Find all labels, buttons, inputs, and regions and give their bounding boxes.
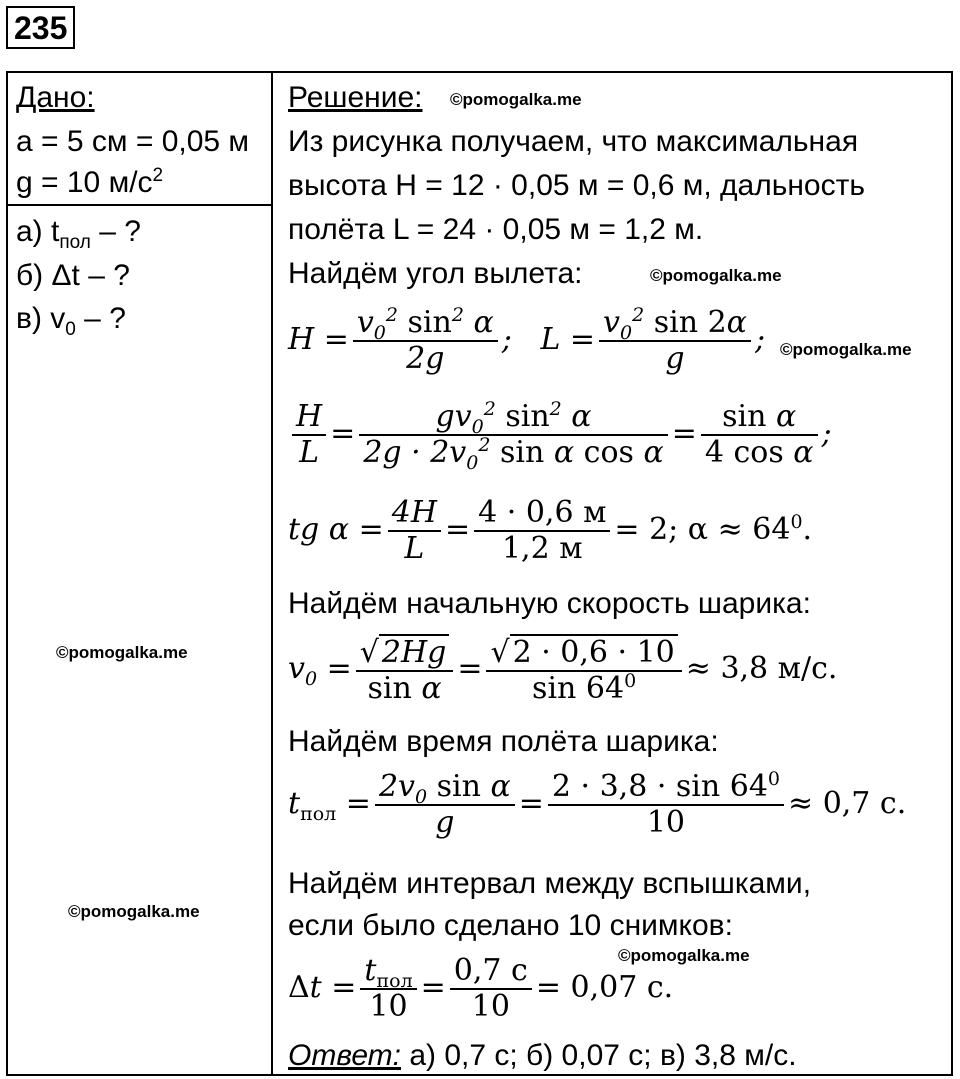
step-find-interval: если было сделано 10 снимков: <box>288 909 733 942</box>
formula-flight-time: $t_{пол}$ = $\frac{2v_0 \sin \alpha}{g}$ = $\frac{2 \cdot 3,8 \cdot \sin 64^0}{10}$ ≈ 0,7 с. <box>288 768 907 840</box>
watermark-text: ©pomogalka.me <box>68 902 200 921</box>
watermark-text: ©pomogalka.me <box>618 946 750 965</box>
watermark-text: ©pomogalka.me <box>56 643 188 662</box>
find-interval: б) Δt – ? <box>16 259 130 292</box>
find-flight-time: а) $t_{пол}$ – ? <box>16 215 141 253</box>
formula-interval: Δt = $\frac{t_{пол}}{10}$ = $\frac{0,7 с}{10}$ = 0,07 с. <box>288 953 674 1024</box>
formula-height-range: H = $\frac{v_0^2 \sin^2 \alpha}{2g}$ ; L = $\frac{v_0^2 \sin 2\alpha}{g}$ ; <box>288 304 766 376</box>
given-a: a = 5 см = 0,05 м <box>16 125 250 158</box>
given-g: g = 10 $м/с^2$ <box>16 165 164 199</box>
solution-text: высота H = 12 · 0,05 м = 0,6 м, дальность <box>288 169 865 202</box>
step-find-interval: Найдём интервал между вспышками, <box>288 867 812 900</box>
watermark-text: ©pomogalka.me <box>450 90 582 109</box>
find-initial-speed: в) $v_0$ – ? <box>16 302 126 340</box>
step-find-angle: Найдём угол вылета: <box>288 257 583 290</box>
formula-ratio: $\frac{H}{L}$ = $\frac{gv_0^2 \sin^2 \alpha}{2g \cdot 2v_0^2 \sin \alpha \cos \alpha}$ = $\frac{\text{sin α}}{\text{4 cos α}}$ ; <box>288 400 832 470</box>
problem-number: 235 <box>6 6 75 49</box>
given-divider <box>6 204 273 206</box>
step-find-time: Найдём время полёта шарика: <box>288 725 719 758</box>
solution-text: полёта L = 24 · 0,05 м = 1,2 м. <box>288 213 704 246</box>
watermark-text: ©pomogalka.me <box>780 340 912 359</box>
solution-header: Решение: <box>288 81 423 114</box>
solution-text: Из рисунка получаем, что максимальная <box>288 125 859 158</box>
watermark-text: ©pomogalka.me <box>650 266 782 285</box>
answer-line: Ответ: а) 0,7 с; б) 0,07 с; в) 3,8 м/с. <box>288 1039 797 1072</box>
formula-initial-speed: $v_0$ = $\frac{√ 2Hg}{\text{sin α}}$ = $\frac{√ 2 \cdot 0,6 \cdot 10}{\sin 64^0}$ ≈ 3,8 м/с. <box>288 635 838 706</box>
given-header: Дано: <box>16 81 95 114</box>
step-find-speed: Найдём начальную скорость шарика: <box>288 587 811 620</box>
formula-tangent: tg α = $\frac{4H}{L}$ = $\frac{4 \cdot 0,6 м}{1,2 м}$ = 2; $\alpha \approx 64^0$. <box>288 495 813 566</box>
column-divider <box>271 71 273 1076</box>
